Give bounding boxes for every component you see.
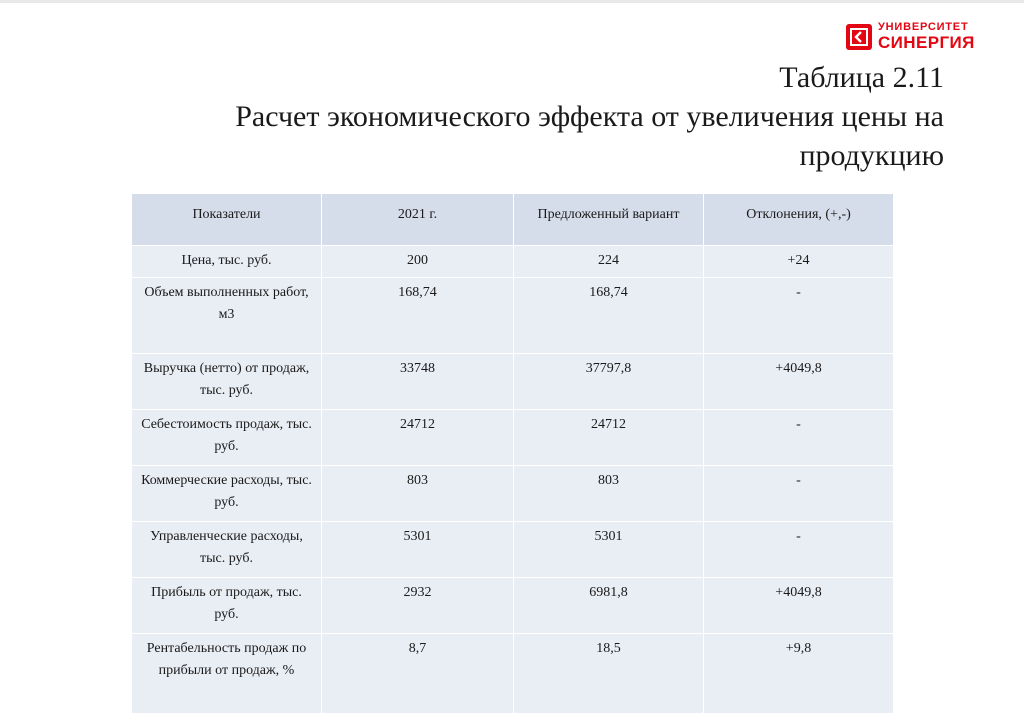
table-header-row — [132, 194, 894, 246]
row-label: Управленческие расходы, тыс. руб. — [132, 522, 322, 578]
table-row — [132, 354, 894, 410]
top-divider — [0, 0, 1024, 3]
value-proposed: 168,74 — [514, 278, 704, 354]
value-proposed: 18,5 — [514, 634, 704, 714]
value-deviation: +9,8 — [704, 634, 894, 714]
value-proposed: 224 — [514, 246, 704, 278]
header-deviation: Отклонения, (+,-) — [704, 194, 894, 246]
value-2021: 2932 — [322, 578, 514, 634]
table-row — [132, 634, 894, 714]
synergy-logo-icon — [846, 24, 872, 50]
value-deviation: +4049,8 — [704, 578, 894, 634]
table-row — [132, 410, 894, 466]
synergy-logo — [846, 22, 975, 51]
slide-title — [84, 58, 944, 175]
value-proposed: 24712 — [514, 410, 704, 466]
title-caption-line-2: продукцию — [799, 139, 944, 172]
logo-line-1: УНИВЕРСИТЕТ — [878, 21, 969, 33]
economic-effect-table — [131, 193, 894, 714]
value-proposed: 6981,8 — [514, 578, 704, 634]
value-deviation: - — [704, 278, 894, 354]
value-2021: 168,74 — [322, 278, 514, 354]
logo-line-2: СИНЕРГИЯ — [878, 33, 975, 52]
row-label: Выручка (нетто) от продаж, тыс. руб. — [132, 354, 322, 410]
row-label: Цена, тыс. руб. — [132, 246, 322, 278]
header-indicators: Показатели — [132, 194, 322, 246]
header-proposed-variant: Предложенный вариант — [514, 194, 704, 246]
value-2021: 5301 — [322, 522, 514, 578]
table-row — [132, 578, 894, 634]
value-deviation: +24 — [704, 246, 894, 278]
row-label: Себестоимость продаж, тыс. руб. — [132, 410, 322, 466]
row-label: Прибыль от продаж, тыс. руб. — [132, 578, 322, 634]
value-deviation: - — [704, 522, 894, 578]
table-row — [132, 278, 894, 354]
row-label: Объем выполненных работ, м3 — [132, 278, 322, 354]
value-deviation: +4049,8 — [704, 354, 894, 410]
value-proposed: 803 — [514, 466, 704, 522]
header-year-2021: 2021 г. — [322, 194, 514, 246]
value-2021: 8,7 — [322, 634, 514, 714]
table-row — [132, 522, 894, 578]
value-2021: 33748 — [322, 354, 514, 410]
title-caption-line-1: Расчет экономического эффекта от увеличения цены на — [235, 100, 944, 133]
value-deviation: - — [704, 466, 894, 522]
value-2021: 200 — [322, 246, 514, 278]
value-deviation: - — [704, 410, 894, 466]
title-table-number: Таблица 2.11 — [779, 61, 944, 94]
logo-wordmark — [878, 22, 975, 51]
table-row — [132, 466, 894, 522]
row-label: Рентабельность продаж по прибыли от продаж, % — [132, 634, 322, 714]
table-row — [132, 246, 894, 278]
row-label: Коммерческие расходы, тыс. руб. — [132, 466, 322, 522]
value-2021: 24712 — [322, 410, 514, 466]
value-proposed: 5301 — [514, 522, 704, 578]
value-2021: 803 — [322, 466, 514, 522]
value-proposed: 37797,8 — [514, 354, 704, 410]
